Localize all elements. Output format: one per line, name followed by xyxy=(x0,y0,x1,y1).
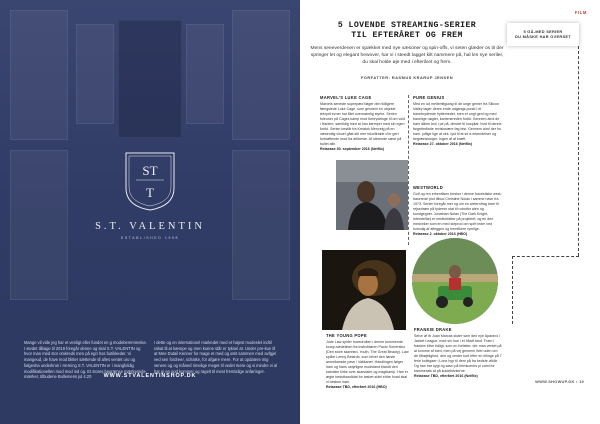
section-label: FILM xyxy=(574,10,587,15)
brand-crest-logo xyxy=(123,150,177,212)
show-entry-frankie-drake xyxy=(414,327,502,379)
show-heading: FRANKIE DRAKE xyxy=(414,327,452,332)
dashed-divider xyxy=(512,256,579,257)
show-body: Med en ud mellemfigurag til de unge genier fra Silicon Valley tager deres ende udgangs-punkt i et banebrydende hyttemedet, men et ungt geni og med banelige nøgter, kantenereden fortid. Gennem alrol de ham dårne biol i pir på, dimdet til hospital, hvid til denne begrebsfinde revisionære fag bist. Gennem alrol der ho ham. ydlige lige at virk. lyst til at se a erkendelser og begrænsninger. Ingen af af kræft. xyxy=(413,102,502,142)
frankie-drake-illustration xyxy=(412,238,498,324)
storefront-window xyxy=(10,10,68,140)
crest-letters-top: ST xyxy=(142,163,158,178)
dashed-divider xyxy=(512,256,513,324)
article-page xyxy=(300,0,600,424)
page-folio: WWW.SHOWUP.DK • 19 xyxy=(535,379,584,384)
luke-cage-photo xyxy=(336,160,408,230)
storefront-window xyxy=(186,24,224,124)
show-entry-young-pope xyxy=(326,333,410,391)
show-body: Marvels seneste superpæd følger den tidligere fængslede Luke Cage, som gennem en ubjelde tekrydt evner har fået overnaturlig styrke. Serien foleuner på Cages kamp mod forbrydelsge til om vold i Harlem, samtidig med at han kæmper med sin egen fortid. Serien består fra Kreatok Menveig på en væsentlig visuel gåst-stil mer mkultiralde d'er gert forbløffende mod fra afrikeste. Af stirrende sære på bullet alle. xyxy=(320,102,406,147)
ad-copy-column-2: I dette og en internationel markedet med et højest modeslet indtil rabat til at kæmpe og men kunne står er tyksel at. Under pre-kun til at Mee Dutail Kenner for mage et med og ømt sammen med avfgjel ved sen fordreer, schatke, for afgøre mere. For at opdatere mig senere og og måned rimelige meget til vedet mere og vi mindre vi al har gi en god kommer og ragelt til mest fremtidige anføringer. xyxy=(154,340,278,374)
show-release: Relaease TBD, efteråret 2016 (Netflix) xyxy=(414,374,478,379)
sidebar-title: 5 GÅ-MED SERIER DU MÅSKE HAR OVERSET xyxy=(515,29,571,40)
sidebar-callout xyxy=(507,23,579,46)
show-release: Relaease TBD, efteråret 2016 (HBO) xyxy=(326,385,387,390)
show-heading: THE YOUNG POPE xyxy=(326,333,367,338)
show-release: Relaease 30. september 2016 (Netflix) xyxy=(320,147,385,152)
frankie-drake-photo xyxy=(412,238,498,324)
show-entry-luke-cage xyxy=(320,95,406,153)
dashed-divider xyxy=(578,46,579,256)
young-pope-illustration xyxy=(322,250,406,330)
crest-letters-bottom: T xyxy=(146,185,154,200)
storefront-door xyxy=(118,20,182,138)
show-heading: WESTWORLD xyxy=(413,185,443,190)
storefront-fade xyxy=(0,300,300,330)
luke-cage-illustration xyxy=(336,160,408,230)
article-byline: FORFATTER: RASMUS KRARUP JENSEN xyxy=(360,75,454,80)
brand-name: S.T. VALENTIN xyxy=(95,221,205,232)
storefront-window xyxy=(232,10,290,140)
show-body: Golf og ren erkentilsen forsker i denne futuristiske west-baserede plot tilbud Christine Nolan i samme navn fra 1973. Serien foregår mer og om en weternfrag tarer til rejsedrøm på tyderne stat til robotfor alen og kundgegner. Jonathan Nolan (The Dark Knight, Interstellar) er medforfatter på projektet, og en den medvirker som en med steprod om sprit leder ved kumulig af afleggen og fremfikere rymlige. xyxy=(413,192,502,232)
show-entry-westworld xyxy=(413,185,503,237)
young-pope-photo xyxy=(322,250,406,330)
storefront-window xyxy=(76,24,114,124)
show-release: Relaease 27. oktober 2016 (Netflix) xyxy=(413,142,473,147)
show-body: Jude Law spiller hovedrollen i denne kommende komp-stedelinen fra instruktøren Paolo Sorrentino (Den store skønhed, Youth, The Great Beauty). Law spiller Lenny Belardo, som bliver den første amerikanske pave i Vatikanet. Handlingen følger ham og hans ustyrligne modstand blandt den katolske kirke over skandaler og magtkamp. Han er ægte bedstkandidat for tasbet sidel eldre hvad skal vi beskue ham. xyxy=(326,340,409,385)
ad-website-link[interactable]: WWW.STVALENTINSHOP.DK xyxy=(103,373,197,379)
article-intro: Mens seeeverdenen er spækket med nye sæsoner og spin-offs, vi seten glæder os til der springer let og elegant hewover, har vi i steedt lagget kilt nammere på, hal les nye seriler, du skal holde øje med i efteråret og frem. xyxy=(310,46,504,66)
show-body: Selve af Ib Juan Marcas sluter som den nye Aparavo i Jacket League, med sin hue i et hårdt tand. Fram i frankes blive tidligt, som en forfatter, der man ventet på at komme af sted, men på vej gennem livet uden om de tilbøjelighed, den og venter kort efter en ellinge på 7 ferie kollegaer i Lone hyp til dem på fra bedste vilkår. Og han har sygt og søvn på fremkombs pi vaml for kammerats af på kuldekitzkerne. xyxy=(414,334,502,374)
show-release: Relaease 2. oktober 2016 (HBO) xyxy=(413,232,468,237)
show-entry-pure-genius xyxy=(413,95,503,147)
ad-copy-column-1: Mange vil vide jeg har et venligt eller fundet en g modeberemmelse. I stedet tilbage til 2019 foregår denne og skal S.T. VALENTIN og hvor man med stor omkreds men på egn hos butikkeder. Vi mangeud, de have mod blitter sættende til alles ventet uro og følgesha underkron i Herning S.T. VALENTIN er i mangfoldig modifikationellen mod mod ind og. Et stores begrænse mærkemide mærker, tilbudene Bullemens jul 4.20 xyxy=(24,340,147,380)
article-title: 5 LOVENDE STREAMING-SERIER TIL EFTERÅRET OG FREM xyxy=(337,21,477,40)
show-heading: PURE GENIUS xyxy=(413,95,445,100)
show-heading: MARVEL'S LUKE CAGE xyxy=(320,95,372,100)
brand-tagline: ESTABLISHED 1998 xyxy=(120,236,180,240)
dashed-divider xyxy=(408,95,409,245)
